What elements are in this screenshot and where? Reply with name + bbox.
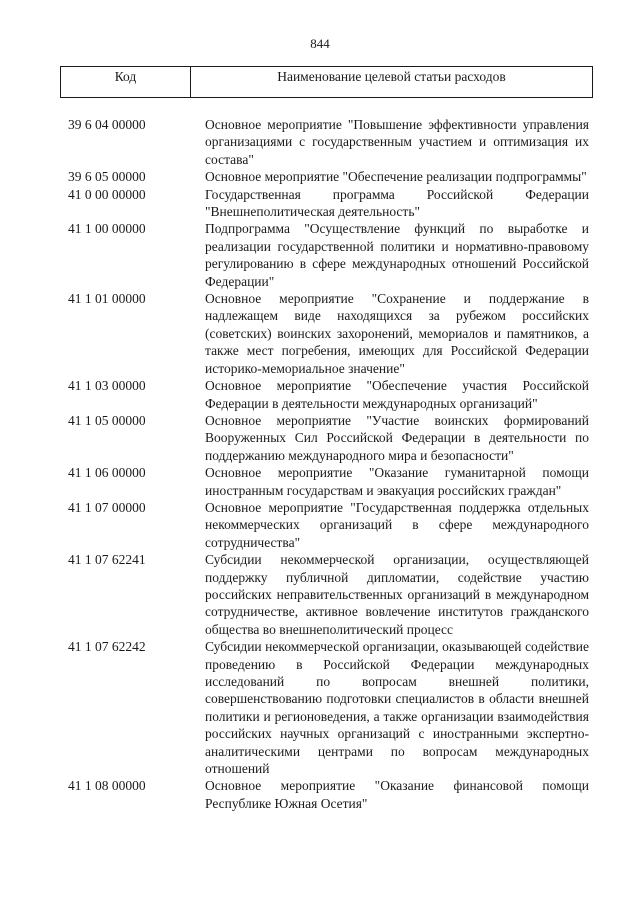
item-name: Основное мероприятие "Обеспечение реализации подпрограммы" [205, 169, 587, 185]
item-code: 41 1 03 00000 [68, 378, 146, 394]
item-code: 39 6 04 00000 [68, 117, 146, 132]
list-item [0, 186, 640, 221]
list-item [0, 116, 640, 168]
item-name: Основное мероприятие "Участие воинских формирований Вооруженных Сил Российской Федерации в деятельности по поддержанию международного мира и безопасности" [205, 412, 589, 463]
list-item [0, 777, 640, 812]
expense-items-list [0, 116, 640, 812]
item-name: Основное мероприятие "Оказание финансовой помощи Республике Южная Осетия" [205, 778, 589, 811]
item-name: Основное мероприятие "Повышение эффективности управления организациями с государственным участием и оптимизация их состава" [205, 117, 589, 167]
item-code: 41 1 07 62241 [68, 552, 146, 568]
item-name: Государственная программа Российской Федерации "Внешнеполитическая деятельность" [205, 186, 589, 220]
list-item [0, 464, 640, 499]
header-name: Наименование целевой статьи расходов [277, 69, 506, 84]
item-code: 41 1 06 00000 [68, 465, 146, 481]
page-number: 844 [310, 36, 330, 51]
item-name: Основное мероприятие "Сохранение и поддержание в надлежащем виде находящихся за рубежом российских (советских) воинских захоронений, мемориалов и памятников, а также мест погребения, имеющих для Российской Федерации историко-мемориальное значение" [205, 291, 589, 376]
list-item [0, 377, 640, 412]
item-name: Основное мероприятие "Обеспечение участия Российской Федерации в деятельности международных организаций" [205, 378, 589, 411]
item-code: 41 1 08 00000 [68, 778, 146, 794]
list-item [0, 412, 640, 464]
item-name: Основное мероприятие "Оказание гуманитарной помощи иностранным государствам и эвакуация российских граждан" [205, 465, 589, 498]
item-name: Основное мероприятие "Государственная поддержка отдельных некоммерческих организаций в сфере международного сотрудничества" [205, 499, 589, 550]
item-code: 41 1 01 00000 [68, 291, 146, 307]
item-name: Подпрограмма "Осуществление функций по выработке и реализации государственной политики и нормативно-правовому регулированию в сфере международных отношений Российской Федерации" [205, 221, 589, 289]
list-item [0, 290, 640, 377]
item-code: 41 1 07 62242 [68, 639, 146, 655]
list-item [0, 499, 640, 551]
list-item [0, 220, 640, 290]
list-item [0, 638, 640, 777]
item-code: 41 1 00 00000 [68, 221, 146, 237]
item-name: Субсидии некоммерческой организации, оказывающей содействие проведению в Российской Федерации международных исследований по вопросам внешней политики, совершенствованию подготовки специалистов в области внешней политики и регионоведения, а также организации взаимодействия российских научных организаций с иностранными экспертно-аналитическими центрами по вопросам международных отношений [205, 639, 589, 777]
header-code: Код [61, 67, 191, 97]
item-code: 41 1 07 00000 [68, 499, 146, 515]
item-code: 41 1 05 00000 [68, 412, 146, 428]
item-code: 39 6 05 00000 [68, 169, 146, 185]
list-item [0, 168, 640, 185]
item-code: 41 0 00 00000 [68, 186, 146, 202]
list-item [0, 551, 640, 638]
table-header [60, 66, 593, 98]
item-name: Субсидии некоммерческой организации, осуществляющей поддержку публичной дипломатии, содействие участию российских неправительственных организаций в международном сотрудничестве, активное вовлечение институтов гражданского общества во внешнеполитический процесс [205, 552, 589, 637]
